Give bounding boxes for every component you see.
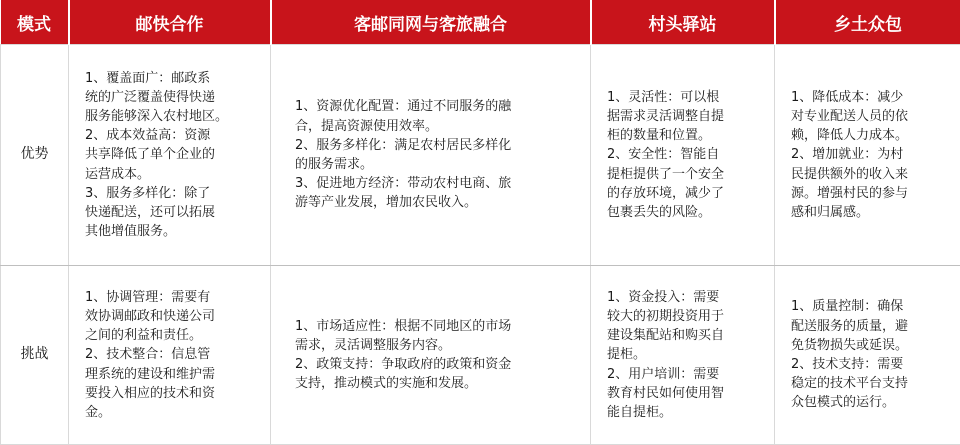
header-local-crowdsourcing: 乡土众包 [775, 0, 960, 45]
cell-advantages-village-station: 1、灵活性：可以根 据需求灵活调整自提 柜的数量和位置。 2、安全性：智能自 提柜提供了一个安全 的存放环境，减少了 包裹丢失的风险。 [591, 45, 775, 266]
header-mode: 模式 [1, 0, 69, 45]
row-label-advantages: 优势 [1, 45, 69, 266]
cell-challenges-postal-express: 1、协调管理：需要有 效协调邮政和快递公司 之间的利益和责任。 2、技术整合：信息管 理系统的建设和维护需 要投入相应的技术和资 金。 [69, 266, 271, 445]
header-postal-express-cooperation: 邮快合作 [69, 0, 271, 45]
cell-challenges-crowdsourcing: 1、质量控制：确保 配送服务的质量，避 免货物损失或延误。 2、技术支持：需要 稳定的技术平台支持 众包模式的运行。 [775, 266, 960, 445]
header-row [1, 0, 960, 45]
table-row-advantages [1, 45, 960, 266]
cell-challenges-village-station: 1、资金投入：需要 较大的初期投资用于 建设集配站和购买自 提柜。 2、用户培训：需要 教育村民如何使用智 能自提柜。 [591, 266, 775, 445]
cell-advantages-crowdsourcing: 1、降低成本：减少 对专业配送人员的依 赖，降低人力成本。 2、增加就业：为村 民提供额外的收入来 源。增强村民的参与 感和归属感。 [775, 45, 960, 266]
cell-advantages-postal-express: 1、覆盖面广：邮政系 统的广泛覆盖使得快递 服务能够深入农村地区。 2、成本效益高：资源 共享降低了单个企业的 运营成本。 3、服务多样化：除了 快递配送，还可以拓展 其他增值服务。 [69, 45, 271, 266]
row-label-challenges: 挑战 [1, 266, 69, 445]
header-passenger-postal-network: 客邮同网与客旅融合 [271, 0, 591, 45]
cell-challenges-passenger-postal: 1、市场适应性：根据不同地区的市场 需求，灵活调整服务内容。 2、政策支持：争取政府的政策和资金 支持，推动模式的实施和发展。 [271, 266, 591, 445]
table-row-challenges [1, 266, 960, 445]
header-village-station: 村头驿站 [591, 0, 775, 45]
cell-advantages-passenger-postal: 1、资源优化配置：通过不同服务的融 合，提高资源使用效率。 2、服务多样化：满足农村居民多样化 的服务需求。 3、促进地方经济：带动农村电商、旅 游等产业发展，增加农民收入。 [271, 45, 591, 266]
